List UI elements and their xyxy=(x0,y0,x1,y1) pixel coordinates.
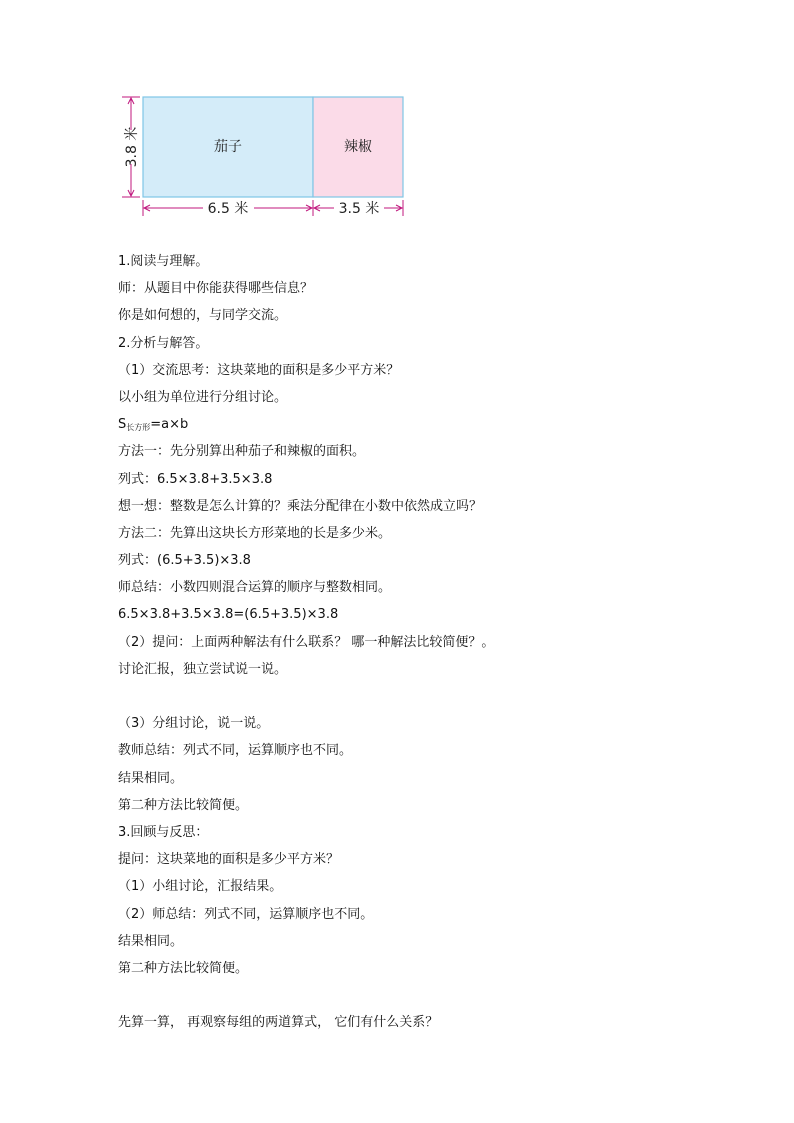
text-line: 想一想：整数是怎么计算的？乘法分配律在小数中依然成立吗？ xyxy=(118,498,483,514)
text-line: 先算一算， 再观察每组的两道算式， 它们有什么关系？ xyxy=(118,1015,439,1031)
text-line: 结果相同。 xyxy=(118,770,184,786)
text-line: 方法一：先分别算出种茄子和辣椒的面积。 xyxy=(118,444,366,460)
text-line: 2.分析与解答。 xyxy=(118,335,209,351)
text-line: 第二种方法比较简便。 xyxy=(118,960,249,976)
text-line: 提问：这块菜地的面积是多少平方米？ xyxy=(118,852,340,868)
text-line: 第二种方法比较简便。 xyxy=(118,797,249,813)
text-line: 3.回顾与反思： xyxy=(118,824,209,840)
text-line: 列式：(6.5+3.5)×3.8 xyxy=(118,553,251,569)
text-line: 你是如何想的，与同学交流。 xyxy=(118,308,288,324)
text-line: 讨论汇报，独立尝试说一说。 xyxy=(118,661,288,677)
right-width-label: 3.5 米 xyxy=(338,201,380,217)
formula-expression: =a×b xyxy=(150,417,189,433)
height-label: 3.8 米 xyxy=(124,126,140,168)
text-line: （1）交流思考：这块菜地的面积是多少平方米？ xyxy=(118,362,400,378)
text-line: （1）小组讨论，汇报结果。 xyxy=(118,879,283,895)
formula-symbol: S xyxy=(118,417,127,433)
formula-subscript: 长方形 xyxy=(126,423,151,433)
text-line: （2）提问：上面两种解法有什么联系？ 哪一种解法比较简便？。 xyxy=(118,634,495,650)
text-line: 师总结：小数四则混合运算的顺序与整数相同。 xyxy=(118,580,392,596)
formula-line xyxy=(118,411,738,438)
text-line: 以小组为单位进行分组讨论。 xyxy=(118,389,288,405)
text-line: （2）师总结：列式不同，运算顺序也不同。 xyxy=(118,906,374,922)
vegetable-plot-figure xyxy=(118,92,418,220)
blank-line xyxy=(118,982,738,1009)
plot-diagram xyxy=(118,92,418,220)
text-line: （3）分组讨论，说一说。 xyxy=(118,716,270,732)
text-line: 列式：6.5×3.8+3.5×3.8 xyxy=(118,471,273,487)
pepper-label: 辣椒 xyxy=(344,139,372,155)
text-line: 师：从题目中你能获得哪些信息？ xyxy=(118,281,314,297)
text-line: 6.5×3.8+3.5×3.8=(6.5+3.5)×3.8 xyxy=(118,607,339,623)
text-line: 1.阅读与理解。 xyxy=(118,254,209,269)
blank-line xyxy=(118,683,738,710)
text-line: 结果相同。 xyxy=(118,933,184,949)
eggplant-label: 茄子 xyxy=(214,139,242,155)
lesson-text xyxy=(118,248,738,1036)
left-width-label: 6.5 米 xyxy=(207,201,249,217)
text-line: 教师总结：列式不同，运算顺序也不同。 xyxy=(118,743,353,759)
text-line: 方法二：先算出这块长方形菜地的长是多少米。 xyxy=(118,525,392,541)
